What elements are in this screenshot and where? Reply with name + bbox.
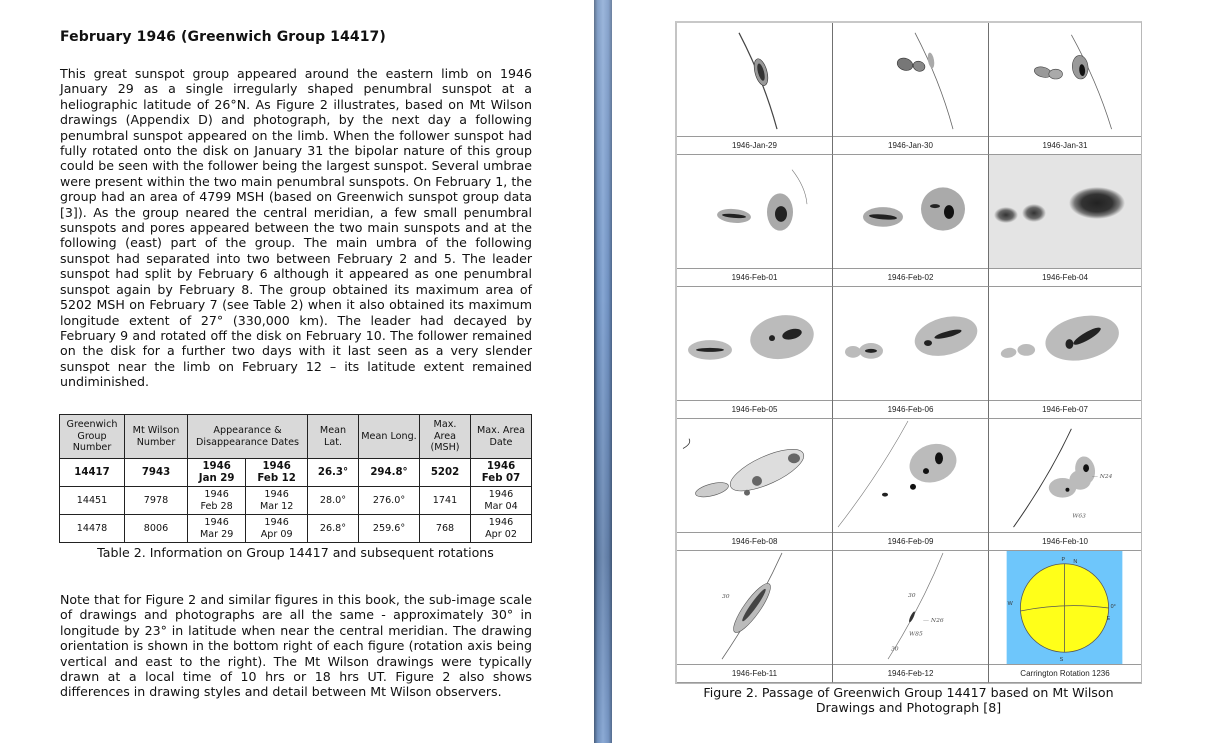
sketch-svg	[677, 23, 832, 137]
cell-area-date	[471, 487, 532, 515]
cell-mt-wilson: 7978	[125, 487, 188, 515]
figure-cell	[677, 23, 833, 155]
figure-cell-label: 1946-Feb-11	[677, 664, 832, 682]
sketch-svg	[833, 23, 988, 137]
cell-lat: 28.0°	[308, 487, 359, 515]
figure-cell-label: Carrington Rotation 1236	[989, 664, 1141, 682]
table-row	[60, 487, 532, 515]
left-page	[0, 0, 594, 743]
cell-long: 259.6°	[359, 515, 420, 543]
body-paragraph-2: Note that for Figure 2 and similar figures in this book, the sub-image scale of drawings and photographs are all the same - approximately 30° in longitude by 23° in latitude when near the central meridian. The drawing orientation is shown in the bottom right of each figure (rotation axis being vertical and east to the right). The Mt Wilson drawings were typically drawn at a local time of 10 hrs or 18 hrs UT. Figure 2 also shows differences in drawing styles and detail between Mt Wilson observers.	[60, 592, 532, 700]
svg-text:30: 30	[891, 645, 899, 653]
sunspot-drawing	[833, 23, 988, 137]
svg-text:— N26: — N26	[923, 616, 944, 624]
figure-cell-label: 1946-Feb-04	[989, 268, 1141, 286]
header-area: Max. Area (MSH)	[420, 415, 471, 459]
figure-cell	[833, 23, 989, 155]
cell-mt-wilson: 8006	[125, 515, 188, 543]
sketch-svg	[989, 23, 1141, 137]
figure-cell-label: 1946-Feb-05	[677, 400, 832, 418]
area-date: Mar 04	[484, 500, 518, 512]
area-year: 1946	[486, 461, 516, 472]
figure-cell	[989, 287, 1141, 419]
orientation-label-n: N	[1073, 558, 1078, 565]
sunspot-drawing	[677, 551, 832, 665]
orientation-label-w: W	[1007, 601, 1013, 608]
figure-cell	[989, 551, 1141, 683]
cell-mt-wilson: 7943	[125, 459, 188, 487]
orientation-label-0deg: 0°	[1110, 603, 1116, 611]
disappear-year: 1946	[264, 489, 289, 500]
figure-cell-label: 1946-Feb-02	[833, 268, 988, 286]
header-long: Mean Long.	[359, 415, 420, 459]
area-date: Apr 02	[485, 528, 517, 540]
figure-cell	[833, 551, 989, 683]
sketch-svg	[833, 551, 988, 665]
figure-cell-label: 1946-Jan-29	[677, 136, 832, 154]
orientation-label-s: S	[1059, 657, 1064, 664]
cell-area: 768	[420, 515, 471, 543]
sketch-svg	[677, 287, 832, 401]
appear-date: Jan 29	[198, 472, 235, 484]
cell-lat: 26.8°	[308, 515, 359, 543]
disappear-date: Apr 09	[260, 528, 293, 540]
sunspot-drawing	[989, 419, 1141, 533]
svg-text:W63: W63	[1072, 513, 1086, 520]
cell-area: 5202	[420, 459, 471, 487]
sketch-svg	[677, 419, 832, 533]
svg-text:W85: W85	[909, 630, 923, 638]
sunspot-drawing	[677, 419, 832, 533]
cell-appear	[188, 515, 246, 543]
cell-disappear	[246, 515, 308, 543]
sunspot-drawing	[677, 155, 832, 269]
group-info-table	[59, 414, 532, 543]
sketch-svg	[989, 287, 1141, 401]
area-year: 1946	[488, 489, 514, 500]
cell-long: 276.0°	[359, 487, 420, 515]
figure-cell-label: 1946-Jan-30	[833, 136, 988, 154]
sketch-svg	[989, 551, 1141, 665]
cell-long: 294.8°	[359, 459, 420, 487]
sunspot-drawing	[833, 155, 988, 269]
cell-greenwich: 14417	[60, 459, 125, 487]
appear-year: 1946	[204, 489, 229, 500]
figure-caption: Figure 2. Passage of Greenwich Group 14417 based on Mt Wilson Drawings and Photograph [8]	[703, 685, 1114, 716]
figure-grid	[675, 21, 1142, 684]
header-lat: Mean Lat.	[308, 415, 359, 459]
sketch-svg	[833, 287, 988, 401]
table-row	[60, 515, 532, 543]
figure-cell	[677, 551, 833, 683]
page-separator	[594, 0, 612, 743]
cell-area: 1741	[420, 487, 471, 515]
figure-cell-label: 1946-Feb-12	[833, 664, 988, 682]
figure-cell-label: 1946-Feb-10	[989, 532, 1141, 550]
figure-cell-label: 1946-Feb-08	[677, 532, 832, 550]
svg-text:30: 30	[722, 593, 730, 601]
appear-year: 1946	[202, 461, 231, 472]
appear-year: 1946	[204, 517, 229, 528]
body-paragraph-1: This great sunspot group appeared around the eastern limb on 1946 January 29 as a single irregularly shaped penumbral sunspot at a heliographic latitude of 26°N. As Figure 2 illustrates, based on Mt Wilson drawings (Appendix D) and photograph, by the next day a following penumbral sunspot appeared on the limb. When the follower sunspot had fully rotated onto the disk on January 31 the bipolar nature of this group could be seen with the follower being the largest sunspot. Several umbrae were present within the two main penumbral sunspots. On February 1, the group had an area of 4799 MSH (based on Greenwich sunspot group data [3]). As the group neared the central meridian, a few small penumbral sunspots and pores appeared between the two main sunspots and at the following (east) part of the group. The main umbra of the following sunspot had separated into two between February 2 and 5. The leader sunspot had split by February 6 although it appeared as one penumbral sunspot again by February 8. The group obtained its maximum area of 5202 MSH on February 7 (see Table 2) when it also obtained its maximum longitude extent of 27° (330,000 km). The leader had decayed by February 9 and rotated off the disk on February 10. The follower remained on the disk for a further two days with it last seen as a very slender sunspot near the limb on February 12 – its latitude extent remained undiminished.	[60, 66, 532, 390]
header-dates: Appearance & Disappearance Dates	[188, 415, 308, 459]
sunspot-drawing	[677, 23, 832, 137]
figure-cell	[989, 419, 1141, 551]
sketch-svg	[989, 419, 1141, 533]
cell-appear	[188, 487, 246, 515]
disappear-year: 1946	[262, 461, 291, 472]
orientation-diagram	[989, 551, 1141, 665]
figure-cell	[989, 155, 1141, 287]
cell-area-date	[471, 459, 532, 487]
area-date: Feb 07	[481, 472, 521, 484]
area-year: 1946	[488, 517, 514, 528]
svg-text:— N24: — N24	[1091, 473, 1113, 480]
figure-cell	[677, 419, 833, 551]
sketch-svg	[833, 155, 988, 269]
figure-cell-label: 1946-Feb-01	[677, 268, 832, 286]
svg-text:30: 30	[908, 592, 916, 600]
sketch-svg	[677, 551, 832, 665]
figure-cell	[989, 23, 1141, 155]
figure-cell	[833, 155, 989, 287]
cell-greenwich: 14451	[60, 487, 125, 515]
figure-cell	[833, 419, 989, 551]
appear-date: Mar 29	[199, 528, 234, 540]
cell-appear	[188, 459, 246, 487]
sunspot-drawing	[833, 419, 988, 533]
figure-cell-label: 1946-Feb-09	[833, 532, 988, 550]
cell-disappear	[246, 487, 308, 515]
figure-cell	[833, 287, 989, 419]
sunspot-drawing	[989, 287, 1141, 401]
sunspot-photograph	[989, 155, 1141, 269]
sunspot-drawing	[677, 287, 832, 401]
cell-area-date	[471, 515, 532, 543]
header-greenwich: Greenwich Group Number	[60, 415, 125, 459]
disappear-date: Feb 12	[257, 472, 296, 484]
figure-cell-label: 1946-Feb-07	[989, 400, 1141, 418]
figure-cell-label: 1946-Jan-31	[989, 136, 1141, 154]
section-heading: February 1946 (Greenwich Group 14417)	[60, 29, 386, 45]
table-row	[60, 459, 532, 487]
sunspot-drawing	[833, 287, 988, 401]
orientation-label-e: E	[1106, 615, 1111, 622]
sunspot-drawing	[989, 23, 1141, 137]
table-header-row	[60, 415, 532, 459]
disappear-date: Mar 12	[259, 500, 294, 512]
figure-cell	[677, 287, 833, 419]
disappear-year: 1946	[264, 517, 289, 528]
figure-cell-label: 1946-Feb-06	[833, 400, 988, 418]
sunspot-drawing	[833, 551, 988, 665]
cell-lat: 26.3°	[308, 459, 359, 487]
cell-greenwich: 14478	[60, 515, 125, 543]
sketch-svg	[833, 419, 988, 533]
orientation-label-p: P	[1061, 556, 1066, 563]
header-area-date: Max. Area Date	[471, 415, 532, 459]
sketch-svg	[677, 155, 832, 269]
table-caption: Table 2. Information on Group 14417 and subsequent rotations	[97, 545, 494, 560]
figure-cell	[677, 155, 833, 287]
header-mt-wilson: Mt Wilson Number	[125, 415, 188, 459]
cell-disappear	[246, 459, 308, 487]
appear-date: Feb 28	[200, 500, 233, 512]
